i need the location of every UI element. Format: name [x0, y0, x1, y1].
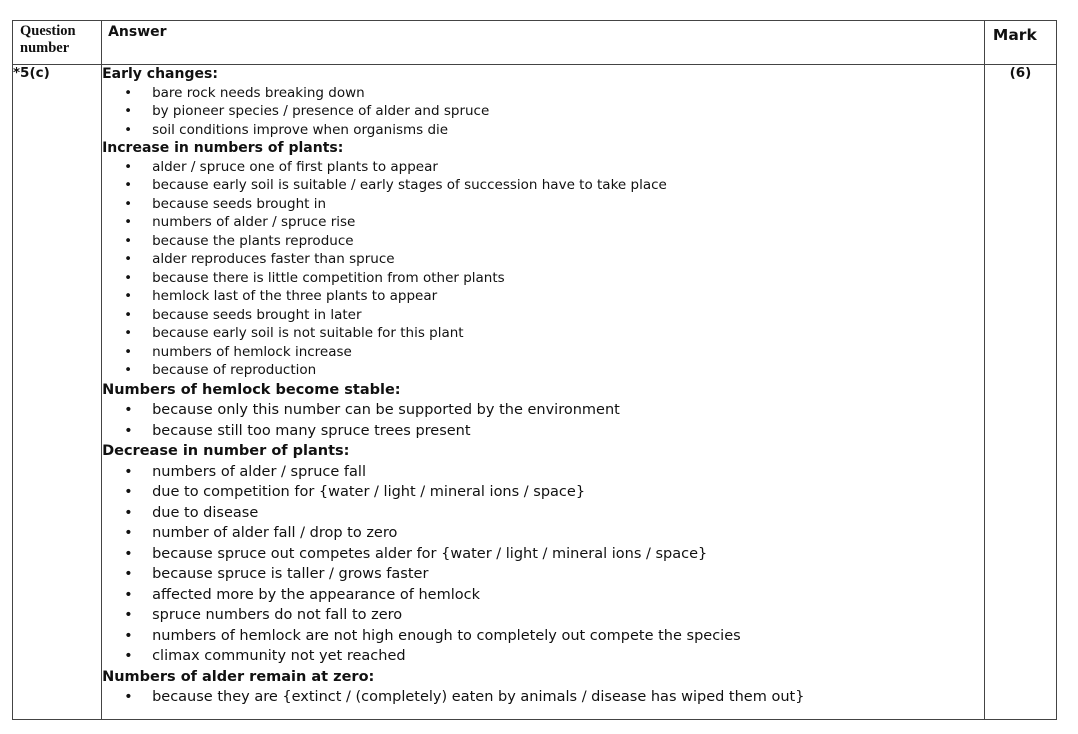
section-list-increase: [102, 158, 984, 380]
list-item: [102, 626, 984, 647]
list-item: [102, 544, 984, 565]
list-item-text: by pioneer species / presence of alder and spruce: [152, 103, 490, 119]
list-item-text: because seeds brought in: [152, 195, 327, 212]
list-item: [102, 84, 984, 103]
bullet-icon: •: [124, 402, 133, 418]
list-item: [102, 400, 984, 421]
bullet-icon: •: [124, 566, 133, 582]
list-item: [102, 306, 984, 325]
list-item: [102, 250, 984, 269]
bullet-icon: •: [124, 306, 133, 323]
list-item-text: because of reproduction: [152, 362, 317, 378]
bullet-icon: •: [124, 195, 133, 212]
list-item: [102, 687, 984, 708]
list-item-text: alder / spruce one of first plants to appear: [152, 158, 438, 175]
list-item-text: numbers of alder / spruce rise: [152, 214, 356, 230]
list-item-text: because spruce out competes alder for {water / light / mineral ions / space}: [152, 545, 708, 562]
section-list-alder-zero: [102, 687, 984, 708]
bullet-icon: •: [124, 545, 133, 562]
bullet-icon: •: [124, 177, 133, 193]
list-item: [102, 176, 984, 195]
list-item-text: due to competition for {water / light / mineral ions / space}: [152, 484, 586, 500]
mark-scheme-page: [12, 20, 1057, 716]
list-item: [102, 503, 984, 524]
list-item: [102, 361, 984, 380]
list-item-text: because early soil is not suitable for this plant: [152, 325, 464, 341]
list-item-text: because the plants reproduce: [152, 232, 354, 249]
section-title-hemlock-stable: Numbers of hemlock become stable:: [102, 381, 401, 398]
bullet-icon: •: [124, 158, 133, 175]
list-item: [102, 324, 984, 343]
list-item: [102, 482, 984, 503]
bullet-icon: •: [124, 214, 133, 230]
list-item: [102, 523, 984, 544]
bullet-icon: •: [124, 325, 133, 341]
list-item-text: hemlock last of the three plants to appear: [152, 288, 438, 304]
list-item-text: because seeds brought in later: [152, 306, 362, 323]
list-item-text: because there is little competition from other plants: [152, 269, 505, 286]
list-item: [102, 158, 984, 177]
section-list-hemlock-stable: [102, 400, 984, 441]
list-item-text: alder reproduces faster than spruce: [152, 251, 395, 267]
bullet-icon: •: [124, 648, 133, 664]
list-item-text: soil conditions improve when organisms die: [152, 121, 449, 138]
list-item-text: bare rock needs breaking down: [152, 84, 365, 101]
bullet-icon: •: [124, 343, 133, 360]
answer-header: Answer: [102, 21, 985, 65]
list-item-text: numbers of hemlock are not high enough to completely out compete the species: [152, 627, 741, 644]
list-item: [102, 287, 984, 306]
list-item: [102, 121, 984, 140]
section-title-alder-zero: Numbers of alder remain at zero:: [102, 668, 375, 685]
bullet-icon: •: [124, 627, 133, 644]
answer-row: [13, 65, 1057, 720]
list-item: [102, 232, 984, 251]
bullet-icon: •: [124, 607, 133, 623]
question-number-header: Question number: [13, 21, 102, 65]
list-item-text: climax community not yet reached: [152, 648, 406, 664]
mark-value: (6): [984, 65, 1056, 720]
mark-header: Mark: [984, 21, 1056, 65]
list-item-text: because early soil is suitable / early stages of succession have to take place: [152, 177, 667, 193]
list-item: [102, 564, 984, 585]
bullet-icon: •: [124, 484, 133, 500]
answer-content: [102, 65, 985, 720]
bullet-icon: •: [124, 269, 133, 286]
mark-scheme-table: [12, 20, 1057, 720]
list-item: [102, 605, 984, 626]
list-item-text: numbers of hemlock increase: [152, 343, 352, 360]
bullet-icon: •: [124, 504, 133, 521]
bullet-icon: •: [124, 121, 133, 138]
question-number: *5(c): [13, 65, 102, 720]
list-item-text: because they are {extinct / (completely) eaten by animals / disease has wiped them out}: [152, 689, 805, 705]
bullet-icon: •: [124, 689, 133, 705]
bullet-icon: •: [124, 586, 133, 603]
bullet-icon: •: [124, 84, 133, 101]
bullet-icon: •: [124, 362, 133, 378]
list-item-text: because spruce is taller / grows faster: [152, 566, 429, 582]
bullet-icon: •: [124, 463, 133, 480]
list-item: [102, 213, 984, 232]
header-row: [13, 21, 1057, 65]
section-title-early-changes: Early changes:: [102, 66, 218, 82]
section-title-decrease: Decrease in number of plants:: [102, 443, 350, 459]
list-item: [102, 585, 984, 606]
bullet-icon: •: [124, 251, 133, 267]
bullet-icon: •: [124, 288, 133, 304]
bullet-icon: •: [124, 422, 133, 439]
list-item-text: due to disease: [152, 504, 259, 521]
bullet-icon: •: [124, 525, 133, 541]
list-item: [102, 462, 984, 483]
list-item-text: affected more by the appearance of hemlock: [152, 586, 480, 603]
list-item-text: number of alder fall / drop to zero: [152, 525, 398, 541]
section-title-increase: Increase in numbers of plants:: [102, 140, 344, 156]
section-list-decrease: [102, 462, 984, 667]
list-item-text: spruce numbers do not fall to zero: [152, 607, 403, 623]
list-item: [102, 646, 984, 667]
list-item: [102, 102, 984, 121]
bullet-icon: •: [124, 232, 133, 249]
list-item: [102, 421, 984, 442]
list-item-text: because only this number can be supported by the environment: [152, 402, 620, 418]
list-item-text: numbers of alder / spruce fall: [152, 463, 366, 480]
list-item: [102, 269, 984, 288]
list-item-text: because still too many spruce trees present: [152, 422, 471, 439]
list-item: [102, 195, 984, 214]
section-list-early-changes: [102, 84, 984, 140]
list-item: [102, 343, 984, 362]
bullet-icon: •: [124, 103, 133, 119]
